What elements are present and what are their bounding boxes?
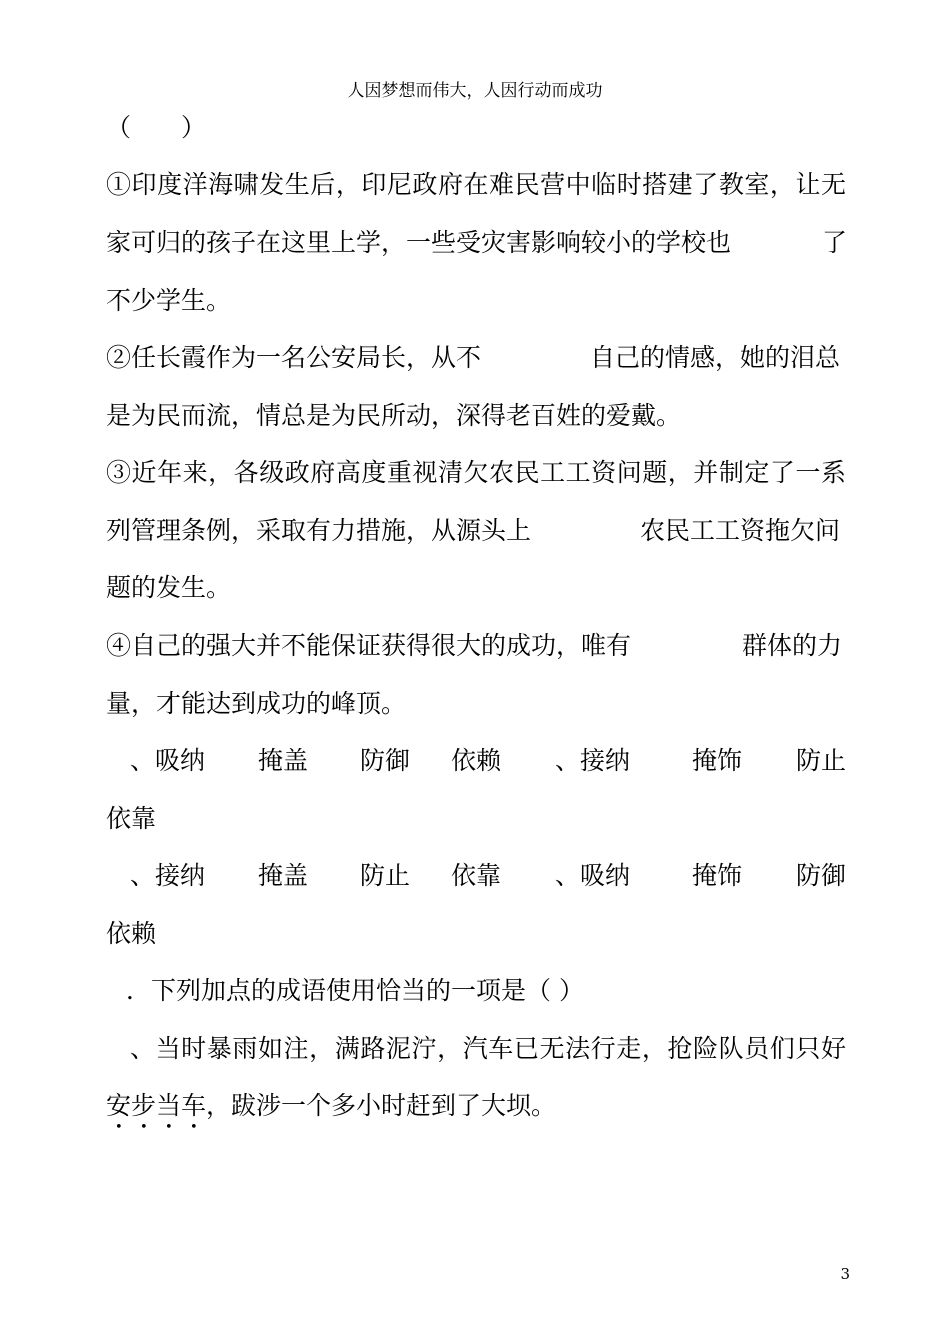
sentence-1-line-2-text: 家可归的孩子在这里上学，一些受灾害影响较小的学校也 bbox=[106, 228, 732, 257]
question-2-stem bbox=[106, 971, 846, 1011]
options-row-2 bbox=[106, 856, 846, 896]
option-d-word-3: 防御 bbox=[796, 861, 847, 890]
option-a-word-4: 依赖 bbox=[451, 746, 502, 775]
sentence-2-line-1-text: ②任长霞作为一名公安局长，从不 bbox=[106, 343, 482, 372]
sentence-2-line-2: 是为民而流，情总是为民所动，深得老百姓的爱戴。 bbox=[106, 401, 682, 430]
option-d-word-1: 、吸纳 bbox=[555, 861, 631, 890]
option-c-word-1: 、接纳 bbox=[130, 861, 206, 890]
sentence-2-line-1 bbox=[106, 338, 846, 378]
sentence-4-line-2: 量，才能达到成功的峰顶。 bbox=[106, 689, 407, 718]
sentence-3-line-2-text: 列管理条例，采取有力措施，从源头上 bbox=[106, 516, 532, 545]
option-a-word-1: 、吸纳 bbox=[130, 746, 206, 775]
option-c-word-2: 掩盖 bbox=[258, 861, 309, 890]
option-c-word-4: 依靠 bbox=[451, 861, 502, 890]
options-row-2-wrap: 依赖 bbox=[106, 919, 157, 948]
sentence-3-line-2-tail: 农民工工资拖欠问 bbox=[640, 516, 841, 545]
sentence-4-line-1 bbox=[106, 626, 846, 666]
sentence-1-line-2 bbox=[106, 223, 846, 263]
page-number: 3 bbox=[840, 1265, 850, 1283]
sentence-3-line-2 bbox=[106, 511, 846, 551]
option-a-word-2: 掩盖 bbox=[258, 746, 309, 775]
option-d-word-2: 掩饰 bbox=[692, 861, 743, 890]
sentence-1-line-1: ①印度洋海啸发生后，印尼政府在难民营中临时搭建了教室，让无 bbox=[106, 170, 846, 199]
sentence-1-line-2-tail: 了 bbox=[822, 228, 848, 257]
question-2-option-a-rest: ，跋涉一个多小时赶到了大坝。 bbox=[206, 1091, 557, 1120]
option-a-word-3: 防御 bbox=[360, 746, 411, 775]
answer-bracket: （ ） bbox=[106, 113, 207, 142]
sentence-2-line-1-tail: 自己的情感，她的泪总 bbox=[590, 343, 841, 372]
sentence-3-line-1: ③近年来，各级政府高度重视清欠农民工工资问题，并制定了一系 bbox=[106, 458, 846, 487]
option-c-word-3: 防止 bbox=[360, 861, 411, 890]
option-b-word-1: 、接纳 bbox=[555, 746, 631, 775]
sentence-4-line-1-text: ④自己的强大并不能保证获得很大的成功，唯有 bbox=[106, 631, 632, 660]
sentence-4-line-1-tail: 群体的力 bbox=[742, 631, 843, 660]
options-row-1-wrap: 依靠 bbox=[106, 804, 157, 833]
question-2-option-a-text: 、当时暴雨如注，满路泥泞，汽车已无法行走，抢险队员们只好 bbox=[130, 1034, 846, 1063]
dotted-idiom: 安步当车 bbox=[106, 1091, 207, 1120]
option-b-word-3: 防止 bbox=[796, 746, 847, 775]
question-2-option-a-line-2 bbox=[106, 1086, 846, 1126]
sentence-1-line-3: 不少学生。 bbox=[106, 286, 232, 315]
sentence-3-line-3: 题的发生。 bbox=[106, 573, 232, 602]
page-header: 人因梦想而伟大，人因行动而成功 bbox=[347, 81, 603, 101]
question-2-option-a-line-1 bbox=[106, 1029, 846, 1069]
option-b-word-2: 掩饰 bbox=[692, 746, 743, 775]
options-row-1 bbox=[106, 741, 846, 781]
question-2-stem-text: ．下列加点的成语使用恰当的一项是（ ） bbox=[126, 976, 584, 1005]
